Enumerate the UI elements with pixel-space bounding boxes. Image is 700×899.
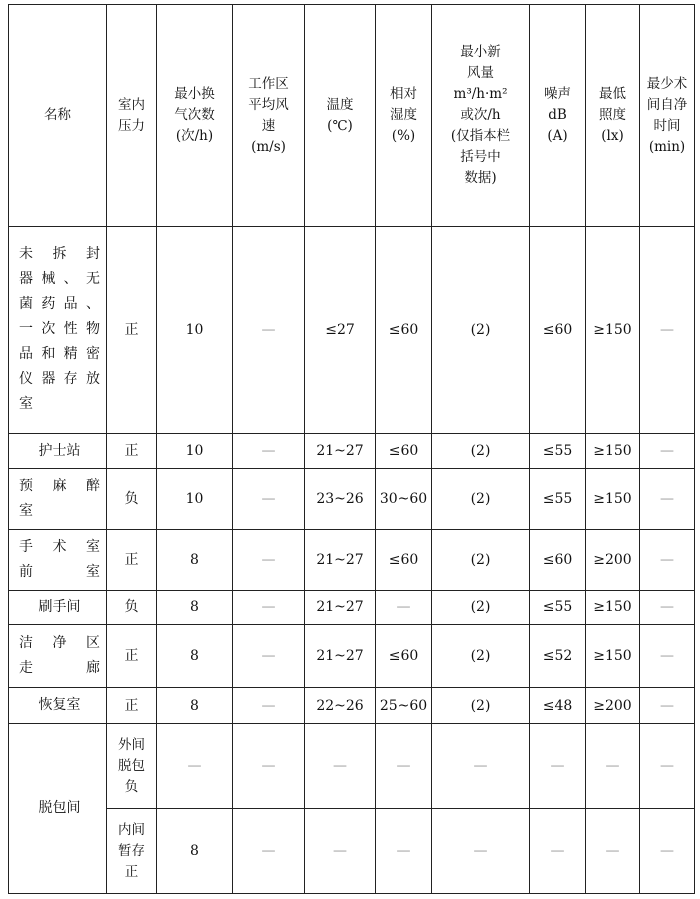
table-cell: — <box>233 625 305 688</box>
table-cell: — <box>233 227 305 434</box>
table-cell: 正 <box>107 227 157 434</box>
table-cell: — <box>233 688 305 724</box>
header-text: (%) <box>391 128 416 144</box>
sub-room-label-cell <box>107 723 157 809</box>
header-row <box>9 5 695 227</box>
sub-room-label-text: 正 <box>124 863 139 880</box>
table-cell: 22~26 <box>305 688 376 724</box>
table-cell: — <box>233 469 305 530</box>
table-cell: 21~27 <box>305 625 376 688</box>
room-name-text: 器械、无 <box>19 271 100 288</box>
table-cell: 30~60 <box>376 469 432 530</box>
table-cell: (2) <box>432 433 530 469</box>
room-name-text: 前室 <box>19 563 100 580</box>
header-cell <box>586 5 640 227</box>
table-cell: 正 <box>107 688 157 724</box>
table-cell: ≤48 <box>530 688 586 724</box>
table-cell: ≤52 <box>530 625 586 688</box>
room-name-text: 仪器存放 <box>19 371 100 388</box>
table-cell: ≤27 <box>305 227 376 434</box>
table-cell: — <box>530 809 586 894</box>
room-name-cell <box>9 590 107 625</box>
header-text: 温度 <box>326 96 354 113</box>
header-cell <box>376 5 432 227</box>
table-row <box>9 227 695 434</box>
header-text: 湿度 <box>390 107 417 123</box>
table-cell: ≤55 <box>530 590 586 625</box>
table-cell: 10 <box>157 433 233 469</box>
table-cell: — <box>640 809 695 894</box>
table-cell: (2) <box>432 530 530 590</box>
header-text: (A) <box>547 128 568 144</box>
header-text: 数据) <box>464 170 497 186</box>
room-name-text: 一次性物 <box>19 321 100 338</box>
room-name-cell <box>9 688 107 724</box>
room-name-text: 洁净区 <box>19 635 100 652</box>
header-text: 括号中 <box>460 149 501 165</box>
table-cell: ≤60 <box>376 227 432 434</box>
table-cell: (2) <box>432 590 530 625</box>
header-text: 或次/h <box>460 107 501 123</box>
room-name-text: 走廊 <box>19 660 100 677</box>
header-cell <box>432 5 530 227</box>
room-name-text: 刷手间 <box>38 598 81 615</box>
table-cell: ≥150 <box>586 590 640 625</box>
header-cell <box>9 5 107 227</box>
table-cell: — <box>640 688 695 724</box>
room-name-cell <box>9 433 107 469</box>
header-text: 时间 <box>653 117 681 134</box>
header-text: 名称 <box>44 107 71 123</box>
table-row <box>9 469 695 530</box>
table-cell: — <box>640 433 695 469</box>
room-name-text: 室 <box>19 503 33 520</box>
table-cell: 10 <box>157 227 233 434</box>
table-cell: 正 <box>107 530 157 590</box>
table-cell: ≤55 <box>530 469 586 530</box>
table-cell: — <box>376 590 432 625</box>
room-name-text: 室 <box>19 396 33 413</box>
table-cell: ≥150 <box>586 625 640 688</box>
ventilation-requirements-table <box>8 4 695 894</box>
table-cell: 25~60 <box>376 688 432 724</box>
table-cell: 21~27 <box>305 433 376 469</box>
table-cell: ≥200 <box>586 688 640 724</box>
table-cell: ≥150 <box>586 227 640 434</box>
table-cell: — <box>233 809 305 894</box>
table-cell: 8 <box>157 688 233 724</box>
sub-room-label-text: 脱包 <box>118 757 145 774</box>
room-name-cell <box>9 723 107 893</box>
header-cell <box>157 5 233 227</box>
header-text: 最少术 <box>646 75 688 92</box>
split-row-bottom <box>9 809 695 894</box>
table-cell: 正 <box>107 433 157 469</box>
header-text: 最小换 <box>174 86 215 102</box>
table-cell: 21~27 <box>305 530 376 590</box>
table-cell: ≤60 <box>530 227 586 434</box>
table-cell: — <box>305 809 376 894</box>
table-cell: — <box>640 723 695 809</box>
table-row <box>9 688 695 724</box>
table-cell: 8 <box>157 590 233 625</box>
table-cell: — <box>530 723 586 809</box>
split-row-top <box>9 723 695 809</box>
room-name-cell <box>9 625 107 688</box>
room-name-cell <box>9 530 107 590</box>
table-cell: 8 <box>157 809 233 894</box>
sub-room-label-text: 暂存 <box>118 842 145 859</box>
table-cell: 负 <box>107 469 157 530</box>
room-name-cell <box>9 227 107 434</box>
table-cell: 正 <box>107 625 157 688</box>
header-text: 最低 <box>599 86 626 102</box>
header-text: dB <box>548 107 567 123</box>
header-text: (℃) <box>327 117 353 134</box>
table-cell: — <box>432 723 530 809</box>
header-text: 风量 <box>467 65 494 81</box>
header-text: 照度 <box>599 107 626 123</box>
table-cell: — <box>432 809 530 894</box>
table-cell: 21~27 <box>305 590 376 625</box>
header-text: 间自净 <box>646 96 688 113</box>
table-cell: — <box>640 590 695 625</box>
table-row <box>9 590 695 625</box>
table-cell: (2) <box>432 688 530 724</box>
header-cell <box>530 5 586 227</box>
table-cell: 8 <box>157 625 233 688</box>
table-cell: — <box>233 433 305 469</box>
table-cell: ≥200 <box>586 530 640 590</box>
header-text: (m/s) <box>251 138 286 155</box>
table-cell: ≥150 <box>586 469 640 530</box>
table-cell: ≥150 <box>586 433 640 469</box>
table-cell: 8 <box>157 530 233 590</box>
room-name-text: 恢复室 <box>38 697 81 714</box>
table-cell: 23~26 <box>305 469 376 530</box>
header-cell <box>233 5 305 227</box>
header-cell <box>640 5 695 227</box>
room-name-text: 未拆封 <box>19 246 100 263</box>
table-row <box>9 433 695 469</box>
table-cell: (2) <box>432 227 530 434</box>
table-cell: — <box>586 723 640 809</box>
table-cell: 10 <box>157 469 233 530</box>
sub-room-label-cell <box>107 809 157 894</box>
table-row <box>9 530 695 590</box>
table-cell: — <box>305 723 376 809</box>
table-cell: ≤60 <box>376 530 432 590</box>
table-cell: ≤60 <box>376 433 432 469</box>
header-text: m³/h·m² <box>453 86 508 102</box>
header-cell <box>107 5 157 227</box>
header-text: 压力 <box>118 117 145 134</box>
room-name-text: 品和精密 <box>19 346 100 363</box>
header-cell <box>305 5 376 227</box>
table-cell: ≤60 <box>530 530 586 590</box>
table-cell: — <box>640 227 695 434</box>
header-text: (min) <box>648 138 686 155</box>
header-text: 工作区 <box>248 75 289 92</box>
header-text: 相对 <box>390 86 417 102</box>
header-text: 最小新 <box>460 44 501 60</box>
table-cell: — <box>233 530 305 590</box>
table-cell: (2) <box>432 469 530 530</box>
header-text: 平均风 <box>248 96 289 113</box>
table-cell: — <box>640 625 695 688</box>
sub-room-label-text: 内间 <box>118 821 145 838</box>
table-row <box>9 625 695 688</box>
table-cell: 负 <box>107 590 157 625</box>
table-cell: (2) <box>432 625 530 688</box>
table-cell: — <box>640 469 695 530</box>
header-text: (次/h) <box>175 128 214 144</box>
header-text: 室内 <box>118 96 145 113</box>
table-cell: — <box>376 809 432 894</box>
table-cell: — <box>586 809 640 894</box>
table-cell: — <box>640 530 695 590</box>
room-name-text: 手术室 <box>19 538 100 555</box>
sub-room-label-text: 外间 <box>118 736 145 753</box>
table-cell: — <box>157 723 233 809</box>
header-text: 气次数 <box>174 107 215 123</box>
table-cell: — <box>376 723 432 809</box>
room-name-text: 菌药品、 <box>19 296 100 313</box>
header-text: (lx) <box>601 128 624 144</box>
room-name-text: 护士站 <box>38 442 81 459</box>
header-text: 速 <box>261 117 276 134</box>
table-cell: ≤55 <box>530 433 586 469</box>
room-name-cell <box>9 469 107 530</box>
table-cell: — <box>233 723 305 809</box>
header-text: 噪声 <box>544 86 571 102</box>
sub-room-label-text: 负 <box>124 778 139 795</box>
room-name-text: 预麻醉 <box>19 478 100 495</box>
table-cell: — <box>233 590 305 625</box>
header-text: (仅指本栏 <box>450 128 511 144</box>
room-name-text: 脱包间 <box>38 799 81 816</box>
table-cell: ≤60 <box>376 625 432 688</box>
